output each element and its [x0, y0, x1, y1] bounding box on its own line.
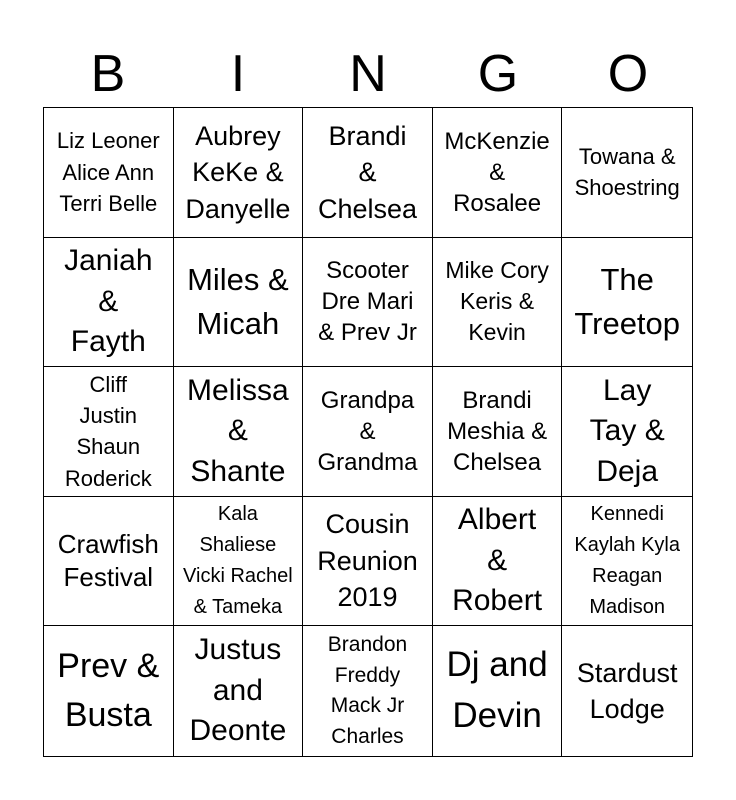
bingo-header [43, 40, 693, 108]
bingo-cell-r3c2[interactable] [174, 367, 304, 497]
header-letter-n: N [349, 45, 387, 103]
bingo-cell-r1c5[interactable] [562, 108, 692, 238]
cell-text: Janiah & Fayth [64, 244, 153, 359]
bingo-cell-r1c1[interactable] [44, 108, 174, 238]
bingo-cell-r5c4[interactable] [433, 626, 563, 756]
cell-text: Lay Tay & Deja [589, 373, 665, 488]
bingo-cell-r1c3[interactable] [303, 108, 433, 238]
bingo-cell-r3c3[interactable] [303, 367, 433, 497]
cell-text: Brandi & Chelsea [317, 120, 418, 224]
bingo-cell-r2c5[interactable] [562, 238, 692, 368]
cell-text: Cousin Reunion 2019 [317, 509, 418, 613]
bingo-cell-r4c1[interactable] [44, 497, 174, 627]
bingo-cell-r4c3[interactable] [303, 497, 433, 627]
bingo-board [43, 107, 693, 757]
bingo-cell-r5c1[interactable] [44, 626, 174, 756]
header-letter-b: B [90, 45, 126, 103]
cell-text: Cliff Justin Shaun Roderick [64, 372, 152, 491]
bingo-cell-r3c4[interactable] [433, 367, 563, 497]
cell-text: Towana & Shoestring [574, 144, 680, 201]
bingo-cell-r5c2[interactable] [174, 626, 304, 756]
header-letter-i: I [230, 45, 246, 103]
cell-text: Grandpa & Grandma [317, 386, 418, 477]
cell-text: Liz Leoner Alice Ann Terri Belle [56, 128, 160, 216]
cell-text: Aubrey KeKe & Danyelle [185, 120, 291, 224]
cell-text: Melissa & Shante [187, 373, 289, 488]
cell-text: Albert & Robert [452, 503, 543, 618]
bingo-cell-r2c4[interactable] [433, 238, 563, 368]
bingo-cell-r1c2[interactable] [174, 108, 304, 238]
cell-text: Scooter Dre Mari & Prev Jr [318, 257, 417, 347]
bingo-cell-r5c5[interactable] [562, 626, 692, 756]
cell-text: The Treetop [574, 261, 681, 341]
bingo-cell-r5c3[interactable] [303, 626, 433, 756]
cell-text: Crawfish Festival [57, 528, 159, 593]
cell-text: Mike Cory Keris & Kevin [445, 257, 549, 346]
cell-text: Kala Shaliese Vicki Rachel & Tameka [183, 503, 293, 619]
cell-text: McKenzie & Rosalee [444, 127, 550, 217]
bingo-cell-r2c1[interactable] [44, 238, 174, 368]
cell-text: Kennedi Kaylah Kyla Reagan Madison [574, 503, 680, 619]
header-letter-g: G [477, 45, 519, 103]
bingo-cell-r4c2[interactable] [174, 497, 304, 627]
cell-text: Dj and Devin [446, 645, 548, 736]
cell-text: Brandon Freddy Mack Jr Charles [327, 633, 408, 748]
cell-text: Miles & Micah [187, 261, 289, 341]
header-letter-o: O [607, 45, 649, 103]
bingo-cell-r4c5[interactable] [562, 497, 692, 627]
cell-text: Brandi Meshia & Chelsea [447, 386, 548, 477]
bingo-cell-r2c2[interactable] [174, 238, 304, 368]
bingo-cell-r2c3[interactable] [303, 238, 433, 368]
bingo-cell-r4c4[interactable] [433, 497, 563, 627]
cell-text: Justus and Deonte [189, 633, 287, 748]
cell-text: Prev & Busta [57, 646, 160, 735]
cell-text: Stardust Lodge [576, 657, 678, 725]
bingo-cell-r1c4[interactable] [433, 108, 563, 238]
bingo-cell-r3c1[interactable] [44, 367, 174, 497]
bingo-cell-r3c5[interactable] [562, 367, 692, 497]
